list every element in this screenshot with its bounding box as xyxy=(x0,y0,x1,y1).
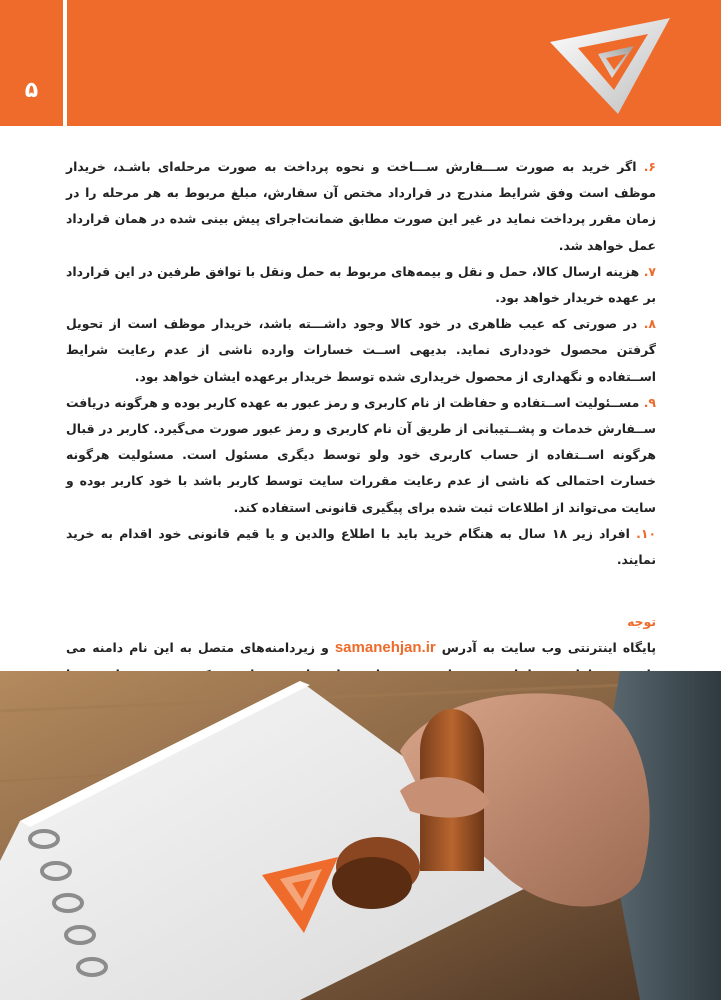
photo-illustration xyxy=(0,671,721,1000)
term-item xyxy=(66,154,656,259)
page-number-box xyxy=(0,0,67,126)
stamp-on-notebook-photo xyxy=(0,671,721,1000)
term-text: اگر خرید به صورت ســـفارش ســـاخت و نحوه پرداخت به صورت مرحله‌ای باشـد، خریدار موظف است وفق شرایط مندرج در قرارداد مختص آن سفارش، مبلغ مربوط به هر مرحله را در زمان مقرر پرداخت نماید در غیر این صورت مطابق ضمانت‌اجرای پیش بینی شده در همان قرارداد عمل خواهد شد. xyxy=(66,159,656,253)
term-item xyxy=(66,521,656,573)
term-number: ۸. xyxy=(643,316,656,332)
brand-logo-icon xyxy=(548,14,672,118)
term-item xyxy=(66,311,656,390)
term-text: افراد زیر ۱۸ سال به هنگام خرید باید با اطلاع والدین و یا قیم قانونی خود اقدام به خرید نمایند. xyxy=(66,525,656,568)
term-number: ۷. xyxy=(643,263,656,279)
header-bar xyxy=(0,0,721,126)
terms-content xyxy=(66,154,656,740)
term-text: مســئولیت اســتفاده و حفاظت از نام کاربری و رمز عبور به عهده کاربر بوده و هرگونه دریافت ســفارش خدمات و پشــتیبانی از طریق آن نام کاربری و رمز عبور صورت می‌گیرد. کاربر در قبال هرگونه اســتفاده از حساب کاربری خود ولو توسط دیگری مسئول است. مسئولیت هرگونه خسارت احتمالی که ناشی از عدم رعایت مقررات سایت توسط کاربر باشد با خود کاربر بوده و سایت می‌تواند از اطلاعات ثبت شده برای پیگیری قانونی استفاده کند. xyxy=(66,394,656,515)
page-number: ۵ xyxy=(24,78,39,103)
note-title: توجه xyxy=(627,614,656,630)
term-number: ۱۰. xyxy=(636,525,657,541)
term-text: هزینه ارسال کالا، حمل و نقل و بیمه‌های مربوط به حمل ونقل با توافق طرفین در این قرارداد بر عهده خریدار خواهد بود. xyxy=(66,263,656,306)
term-number: ۹. xyxy=(643,394,656,410)
term-number: ۶. xyxy=(643,159,656,174)
term-item xyxy=(66,390,656,521)
term-text: در صورتی که عیب ظاهری در خود کالا وجود داشـــته باشد، خریدار موظف است از تحویل گرفتن محصول خودداری نماید. بدیهی اســت خسارات وارده ناشی از عدم رعایت شرایط اســتفاده و نگهداری از محصول خریداری شده توسط خریدار برعهده ایشان خواهد بود. xyxy=(66,316,656,384)
note-text-before: پایگاه اینترنتی وب سایت به آدرس xyxy=(435,640,656,656)
note-text-after: و زیردامنه‌های متصل به این نام دامنه می xyxy=(66,640,329,656)
website-link[interactable]: samanehjan.ir xyxy=(334,639,436,657)
term-item xyxy=(66,259,656,311)
